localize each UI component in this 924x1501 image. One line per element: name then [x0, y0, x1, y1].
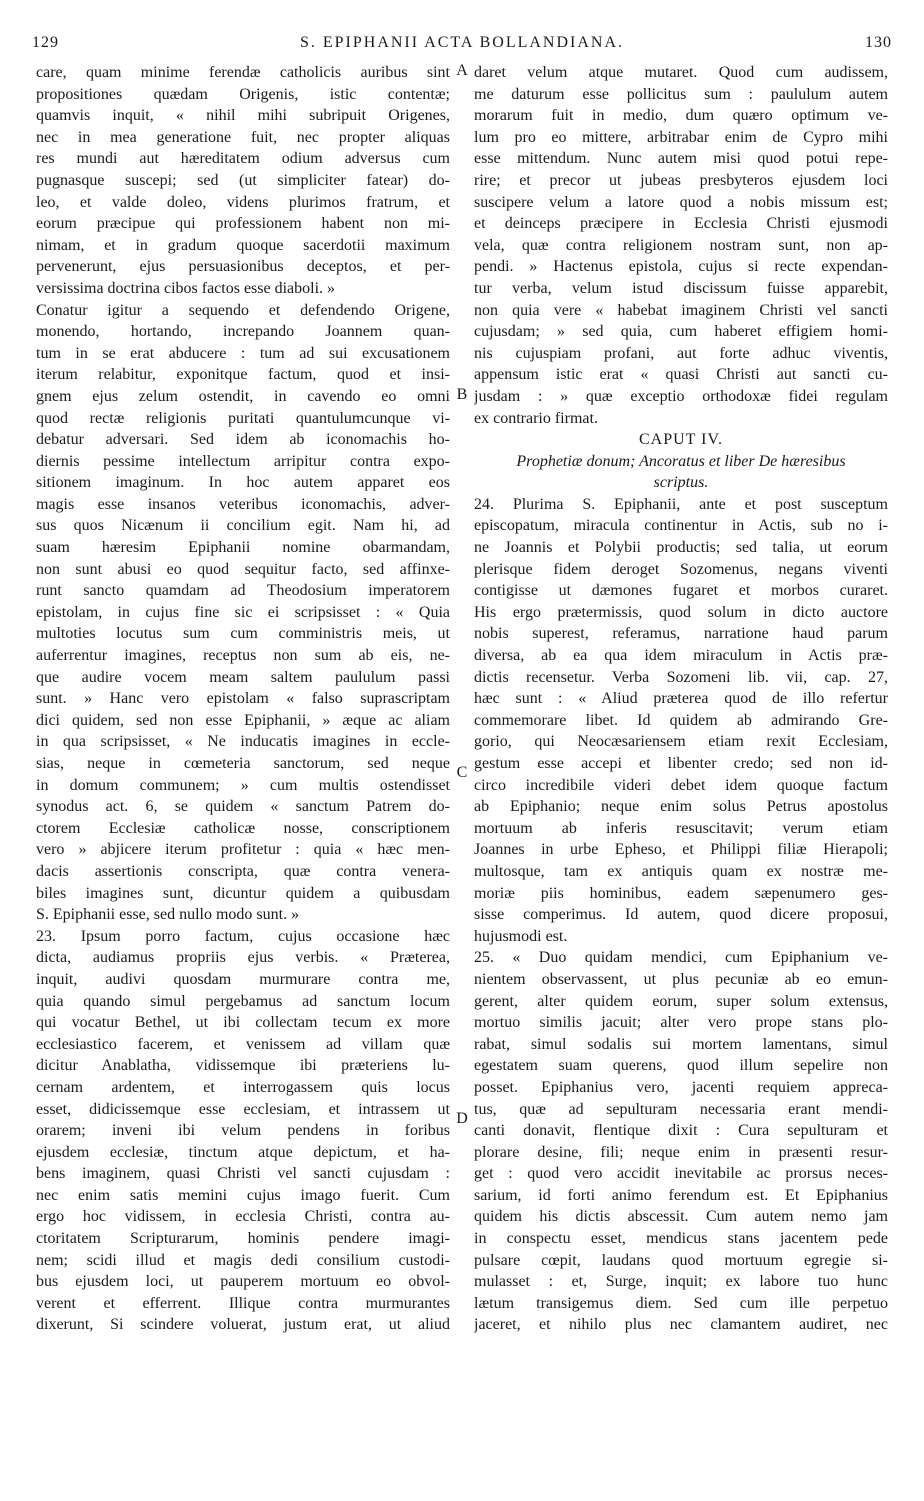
- text-line: propositiones quædam Origenis, istic contentæ;: [36, 85, 450, 103]
- text-line: Joannes in urbe Epheso, et Philippi filiæ Hierapoli;: [474, 841, 888, 859]
- text-line: daret velum atque mutaret. Quod cum audissem,: [474, 64, 888, 81]
- text-line: orarem; inveni ibi velum pendens in foribus: [36, 1122, 450, 1140]
- text-line: epistolam, in cujus fine sic ei scripsisset : « Quia: [36, 603, 450, 621]
- text-line: dici quidem, sed non esse Epiphanii, » æque ac aliam: [36, 711, 450, 729]
- text-line: circo incredibile videri debet idem quoque factum: [474, 776, 888, 794]
- left-column: [36, 62, 450, 1336]
- chapter-subtitle: Prophetiæ donum; Ancoratus et liber De hæresibus: [516, 452, 846, 470]
- text-line: pervenerunt, ejus persuasionibus deceptos, et per-: [36, 258, 450, 276]
- text-line: pendi. » Hactenus epistola, cujus si recte expendan-: [474, 258, 888, 276]
- text-line: quod rectæ religionis puritati quantulumcunque vi-: [36, 409, 450, 427]
- text-line: cernam ardentem, et interrogassem quis locus: [36, 1078, 450, 1096]
- text-line: nobis superest, referamus, narratione haud parum: [474, 625, 888, 643]
- text-line: ctorem Ecclesiæ catholicæ nosse, conscriptionem: [36, 819, 450, 837]
- text-line: eorum præcipue qui professionem habent non mi-: [36, 215, 450, 233]
- text-line: mortuo similis jacuit; alter vero prope stans plo-: [474, 1014, 888, 1032]
- text-line: inquit, audivi quosdam murmurare contra me,: [36, 970, 450, 988]
- text-line: que audire vocem meam saltem paululum passi: [36, 668, 450, 686]
- text-line: sias, neque in cœmeteria sanctorum, sed neque: [36, 755, 450, 772]
- text-line: lætum transigemus diem. Sed cum ille perpetuo: [474, 1294, 888, 1312]
- text-line: nec enim satis memini cujus imago fuerit. Cum: [36, 1186, 450, 1204]
- text-line: qui vocatur Bethel, ut ibi collectam tecum ex more: [36, 1014, 450, 1032]
- text-line: ecclesiastico facerem, et venissem ad villam quæ: [36, 1035, 450, 1053]
- text-line: appensum istic erat « quasi Christi aut sancti cu-: [474, 366, 888, 384]
- text-line: et deinceps præcipere in Ecclesia Christi ejusmodi: [474, 215, 888, 233]
- text-line: verent et efferrent. Illique contra murmurantes: [36, 1294, 450, 1312]
- margin-marker-b: B: [456, 386, 468, 403]
- text-line: sunt. » Hanc vero epistolam « falso suprascriptam: [36, 690, 450, 708]
- text-line: contigisse ut dæmones fugaret et morbos curaret.: [474, 582, 888, 600]
- text-line: vela, quæ contra religionem nostram sunt, non ap-: [474, 236, 888, 254]
- text-line: nec in mea generatione fuit, nec propter aliquas: [36, 128, 450, 146]
- text-line: gnem ejus zelum ostendit, in cavendo eo omni: [36, 387, 450, 405]
- text-line: dicta, audiamus propriis ejus verbis. « Præterea,: [36, 949, 450, 967]
- text-line: tum in se erat abducere : tum ad sui excusationem: [36, 344, 450, 362]
- text-line: iterum relabitur, exponitque factum, quod et insi-: [36, 366, 450, 384]
- running-title: S. EPIPHANII ACTA BOLLANDIANA.: [299, 34, 625, 51]
- text-line: leo, et valde doleo, videns plurimos fratrum, et: [36, 193, 450, 211]
- text-line: bus ejusdem loci, ut pauperem mortuum eo obvol-: [36, 1273, 450, 1291]
- chapter-heading: CAPUT IV.: [639, 431, 723, 449]
- text-line: plorare desine, fili; neque enim in præsenti resur-: [474, 1143, 888, 1161]
- margin-marker-c: C: [456, 764, 468, 781]
- text-line: res mundi aut hæreditatem odium adversus cum: [36, 150, 450, 168]
- text-line: gorio, qui Neocæsariensem etiam rexit Ecclesiam,: [474, 733, 888, 751]
- text-line: 24. Plurima S. Epiphanii, ante et post susceptum: [474, 495, 888, 513]
- text-line: ab Epiphanio; neque enim solus Petrus apostolus: [474, 798, 888, 816]
- text-line: vero » abjicere iterum profitetur : quia « hæc men-: [36, 841, 450, 859]
- text-line: me daturum esse pollicitus sum : paululum autem: [474, 85, 888, 103]
- text-line: debatur adversari. Sed idem ab iconomachis ho-: [36, 431, 450, 449]
- text-line: diernis pessime intellectum arripitur contra expo-: [36, 452, 450, 470]
- text-line: versissima doctrina cibos factos esse diaboli. »: [36, 279, 336, 297]
- text-line: hæc sunt : « Aliud præterea quod de illo refertur: [474, 690, 888, 708]
- text-line: 25. « Duo quidam mendici, cum Epiphanium ve-: [474, 949, 888, 967]
- text-line: non sunt abusi eo quod sequitur facto, sed affinxe-: [36, 560, 450, 578]
- text-line: commemorare libet. Id quidem ab admirando Gre-: [474, 711, 888, 729]
- text-line: biles imagines sunt, dicuntur quidem a quibusdam: [36, 884, 450, 902]
- text-line: multoties locutus sum cum comministris meis, ut: [36, 625, 450, 643]
- text-line: bens imaginem, quasi Christi vel sancti cujusdam :: [36, 1165, 450, 1183]
- text-line: dictis recensetur. Verba Sozomeni lib. vii, cap. 27,: [474, 668, 888, 686]
- text-line: monendo, hortando, increpando Joannem quan-: [36, 323, 450, 341]
- text-line: ex contrario firmat.: [474, 409, 598, 427]
- text-line: rabat, simul sodalis sui mortem lamentans, simul: [474, 1035, 888, 1053]
- text-line: sus quos Nicænum ii concilium egit. Nam hi, ad: [36, 517, 450, 535]
- text-line: multosque, tam ex antiquis quam ex nostræ me-: [474, 862, 888, 880]
- text-line: dicitur Anablatha, vidissemque ibi præteriens lu-: [36, 1057, 450, 1075]
- right-column: [474, 62, 888, 1336]
- text-line: posset. Epiphanius vero, jacenti requiem appreca-: [474, 1078, 888, 1096]
- text-line: synodus act. 6, se quidem « sanctum Patrem do-: [36, 798, 450, 816]
- text-line: cujusdam; » sed quia, cum haberet effigiem homi-: [474, 323, 888, 341]
- text-line: episcopatum, miracula continentur in Actis, sub no i-: [474, 517, 888, 535]
- text-line: canti donavit, flentique dixit : Cura sepulturam et: [474, 1122, 888, 1140]
- text-line: egestatem suam querens, quod illum sepelire non: [474, 1057, 888, 1075]
- text-line: esset, didicissemque esse ecclesiam, et intrassem ut: [36, 1100, 450, 1118]
- text-line: gestum esse accepi et libenter credo; sed non id-: [474, 755, 888, 772]
- text-line: sisse comperimus. Id autem, quod dicere proposui,: [474, 906, 888, 924]
- text-line: S. Epiphanii esse, sed nullo modo sunt. »: [36, 906, 300, 924]
- text-line: in qua scripsisset, « Ne inducatis imagines in eccle-: [36, 733, 450, 751]
- text-line: runt sancto quamdam ad Theodosium imperatorem: [36, 582, 450, 600]
- text-line: pulsare cœpit, laudans quod mortuum egregie si-: [474, 1251, 888, 1269]
- text-line: nimam, et in gradum quoque sacerdotii maximum: [36, 236, 450, 254]
- margin-marker-a: A: [456, 62, 468, 79]
- text-line: mulasset : et, Surge, inquit; ex labore tuo hunc: [474, 1273, 888, 1291]
- text-line: tus, quæ ad sepulturam necessaria erant mendi-: [474, 1100, 888, 1118]
- text-line: suam hæresim Epiphanii nomine obarmandam,: [36, 539, 450, 557]
- text-line: dixerunt, Si scindere voluerat, justum erat, ut aliud: [36, 1316, 450, 1334]
- text-line: in conspectu esset, mendicus stans jacentem pede: [474, 1230, 888, 1248]
- text-line: His ergo prætermissis, quod solum in dicto auctore: [474, 603, 888, 621]
- text-line: quidem his dictis abscessit. Cum autem nemo jam: [474, 1208, 888, 1226]
- running-header: [32, 34, 892, 56]
- text-line: auferrentur imagines, receptus non sum ab eis, ne-: [36, 647, 450, 665]
- text-line: jaceret, et nihilo plus nec clamantem audiret, nec: [474, 1316, 888, 1334]
- text-line: non quia vere « habebat imaginem Christi vel sancti: [474, 301, 888, 319]
- text-line: sitionem imaginum. In hoc autem apparet eos: [36, 474, 450, 492]
- text-line: dacis assertionis conscripta, quæ contra venera-: [36, 862, 450, 880]
- text-line: quamvis inquit, « nihil mihi subripuit Origenes,: [36, 107, 450, 125]
- text-line: ne Joannis et Polybii productis; sed talia, ut eorum: [474, 539, 888, 557]
- text-line: jusdam : » quæ exceptio orthodoxæ fidei regulam: [474, 387, 888, 405]
- text-line: nientem observassent, ut plus pecuniæ ab eo emun-: [474, 970, 888, 988]
- chapter-subtitle: scriptus.: [653, 474, 709, 492]
- text-line: magis esse insanos veteribus iconomachis, adver-: [36, 495, 450, 513]
- text-line: ergo hoc vidissem, in ecclesia Christi, contra au-: [36, 1208, 450, 1226]
- margin-marker-d: D: [456, 1110, 468, 1127]
- text-line: mortuum ab inferis resuscitavit; verum etiam: [474, 819, 888, 837]
- text-line: hujusmodi est.: [474, 927, 568, 945]
- text-line: in domum communem; » cum multis ostendisset: [36, 776, 450, 794]
- text-line: morarum fuit in medio, dum quæro optimum ve-: [474, 107, 888, 125]
- text-line: sarium, id forti animo ferendum est. Et Epiphanius: [474, 1186, 888, 1204]
- text-line: pugnasque suscepi; sed (ut simpliciter fatear) do-: [36, 171, 450, 189]
- text-line: tur verba, velum istud discissum fuisse apparebit,: [474, 279, 888, 297]
- text-line: ctoritatem Scripturarum, hominis pendere imagi-: [36, 1230, 450, 1248]
- text-line: get : quod vero accidit inevitabile ac prorsus neces-: [474, 1165, 888, 1183]
- text-line: gerent, alter quidem eorum, super solum extensus,: [474, 992, 888, 1010]
- text-line: lum pro eo mittere, arbitrabar enim de Cypro mihi: [474, 128, 888, 146]
- text-line: ejusdem ecclesiæ, tinctum atque depictum, et ha-: [36, 1143, 450, 1161]
- text-line: diversa, ab ea qua idem miraculum in Actis præ-: [474, 647, 888, 665]
- text-line: moriæ piis hominibus, eadem sæpenumero ges-: [474, 884, 888, 902]
- text-line: plerisque fidem deroget Sozomenus, negans viventi: [474, 560, 888, 578]
- text-line: 23. Ipsum porro factum, cujus occasione hæc: [36, 927, 450, 945]
- text-line: nem; scidi illud et magis dedi consilium custodi-: [36, 1251, 450, 1269]
- text-line: quia quando simul pergebamus ad sanctum locum: [36, 992, 450, 1010]
- page-number-right: 130: [865, 34, 892, 51]
- text-line: suscipere velum a latore quod a nobis missum est;: [474, 193, 888, 211]
- text-line: Conatur igitur a sequendo et defendendo Origene,: [36, 301, 450, 319]
- text-line: care, quam minime ferendæ catholicis auribus sint: [36, 64, 450, 81]
- text-line: rire; et precor ut jubeas presbyteros ejusdem loci: [474, 171, 888, 189]
- text-line: esse mittendum. Nunc autem misi quod potui repe-: [474, 150, 888, 168]
- text-line: nis cujuspiam profani, aut forte adhuc viventis,: [474, 344, 888, 362]
- page-number-left: 129: [32, 34, 59, 51]
